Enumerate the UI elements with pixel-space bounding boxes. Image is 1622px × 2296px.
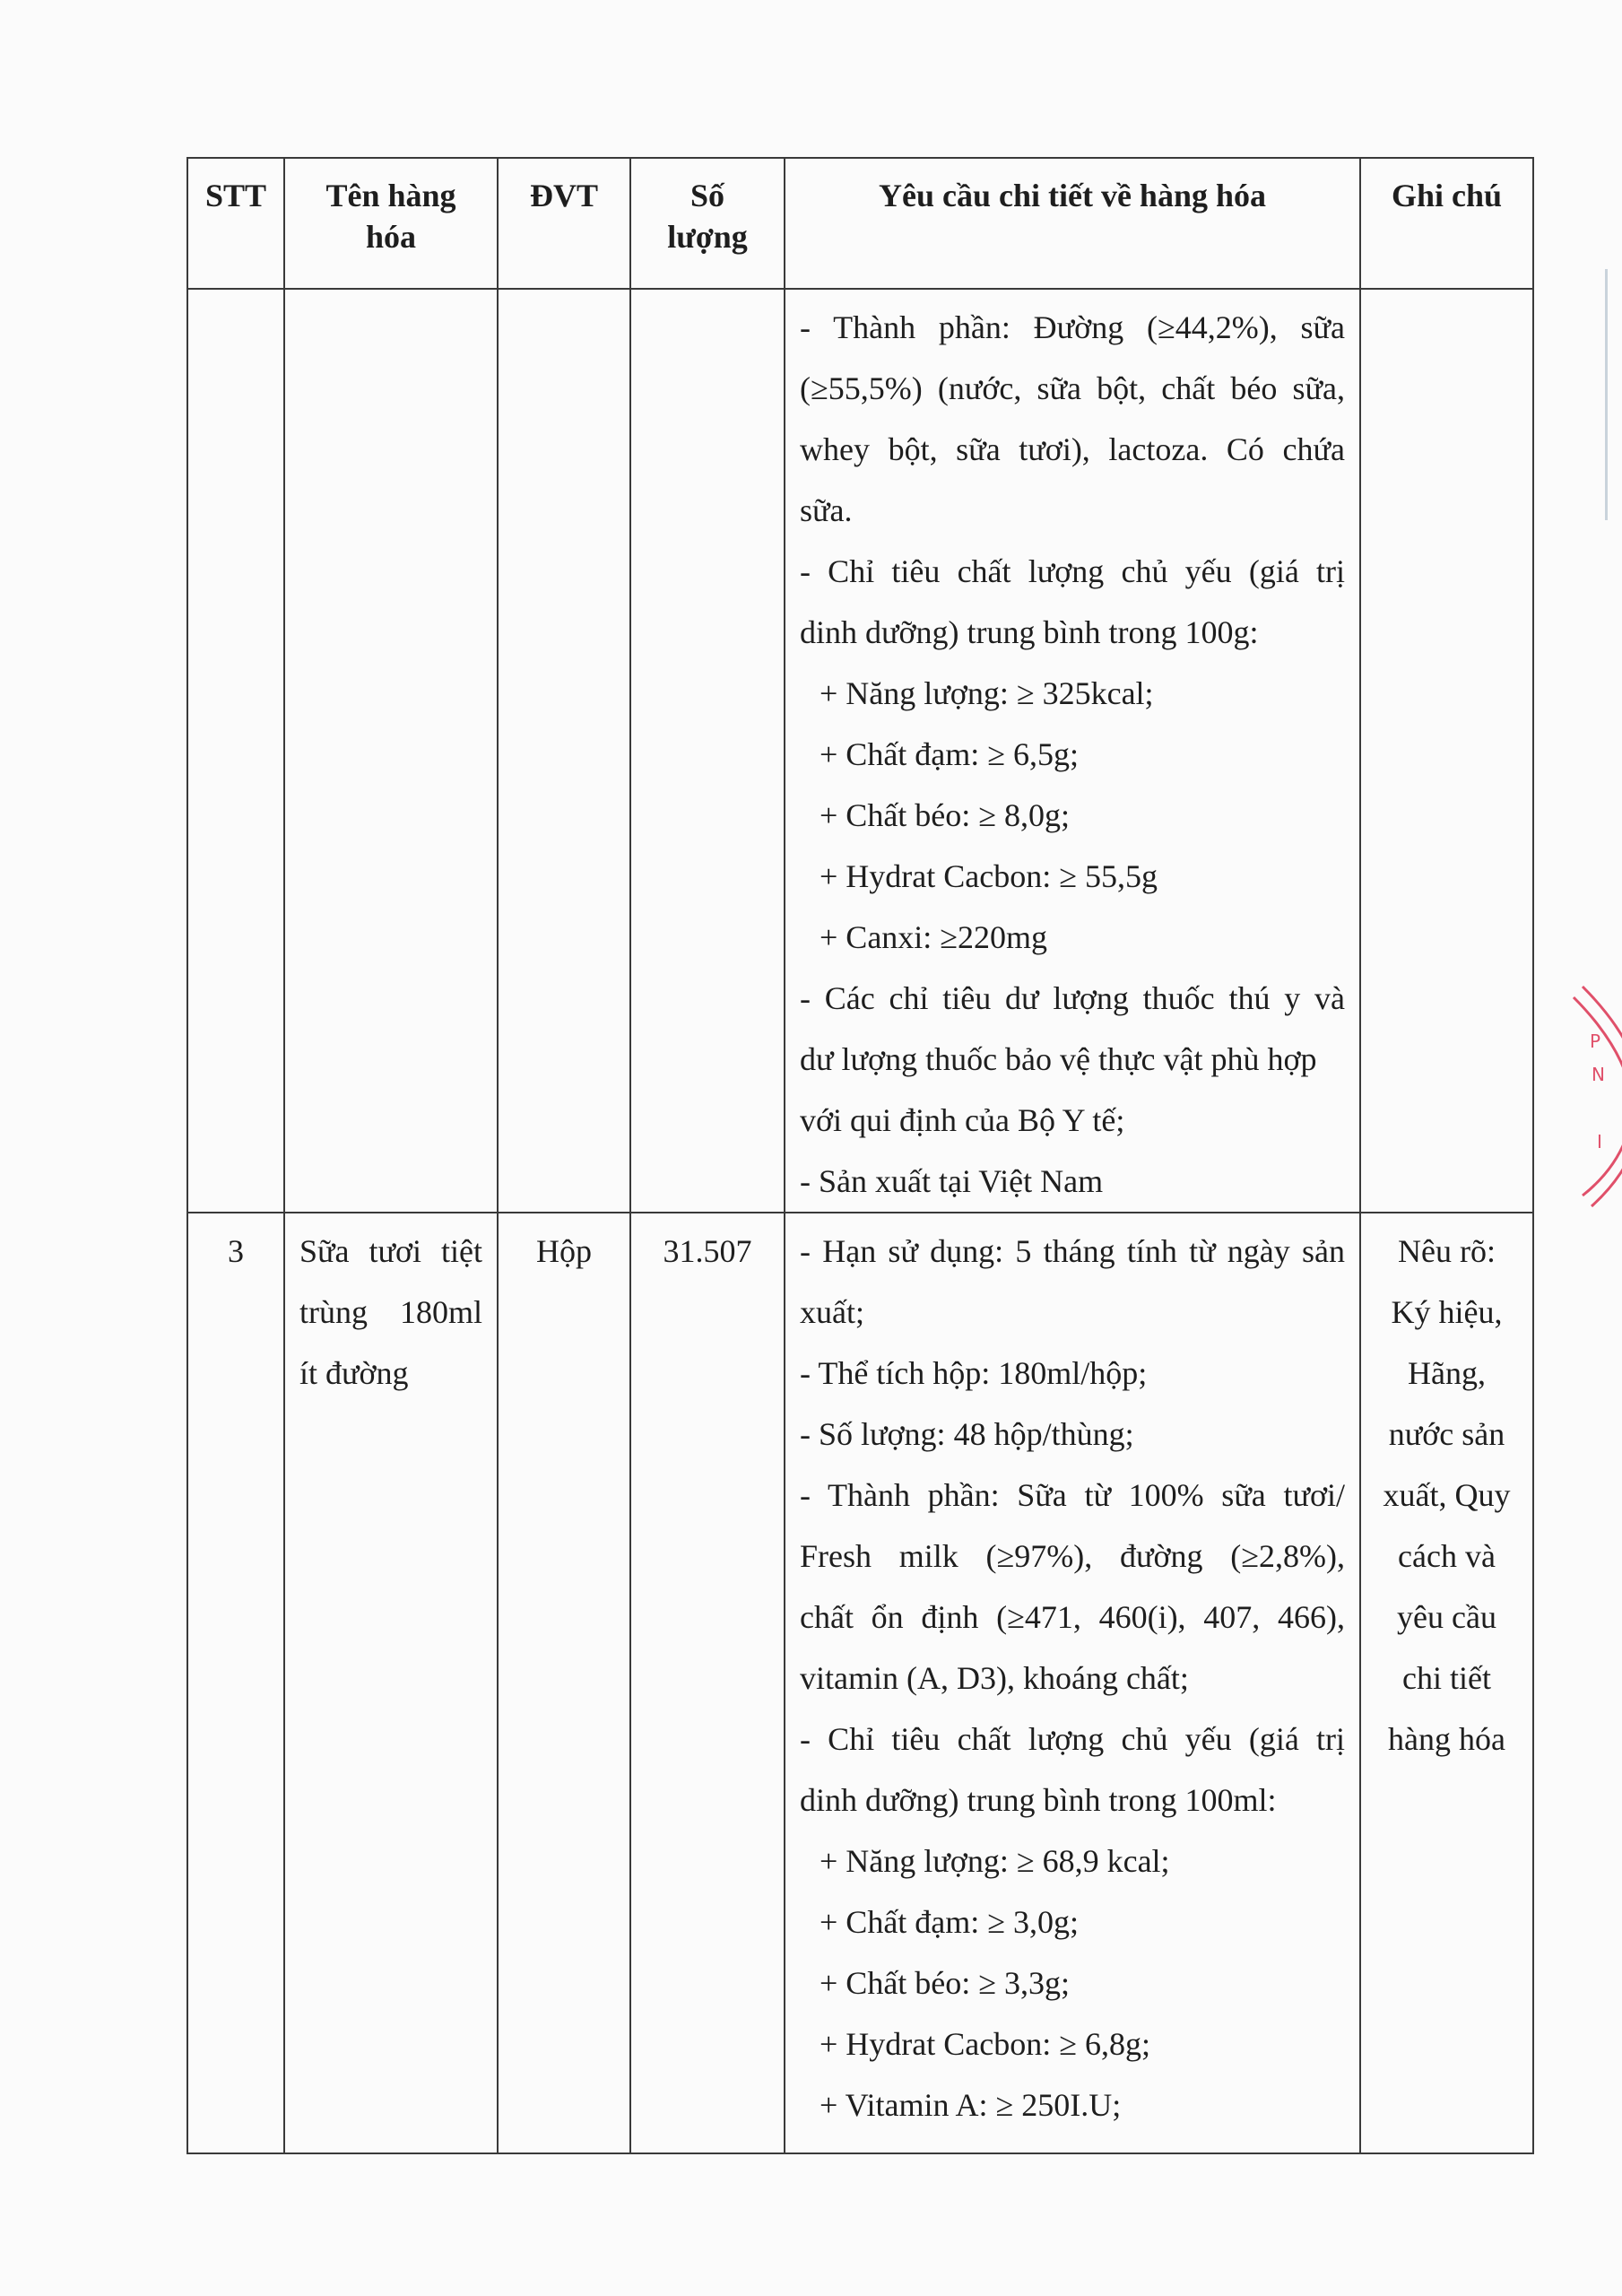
spec-line: - Thành phần: Đường (≥44,2%), sữa bbox=[800, 309, 1345, 345]
header-stt: STT bbox=[187, 158, 284, 289]
spec-line: dinh dưỡng) trung bình trong 100g: bbox=[800, 614, 1259, 650]
spec-line: - Thể tích hộp: 180ml/hộp; bbox=[800, 1355, 1148, 1391]
cell-stt: 3 bbox=[187, 1213, 284, 2153]
header-quantity: Số lượng bbox=[630, 158, 785, 289]
spec-line: dư lượng thuốc bảo vệ thực vật phù hợp bbox=[800, 1041, 1317, 1077]
spec-line: - Chỉ tiêu chất lượng chủ yếu (giá trị bbox=[800, 1721, 1345, 1757]
header-item-name: Tên hàng hóa bbox=[284, 158, 498, 289]
cell-note bbox=[1360, 289, 1533, 1213]
scan-edge-mark bbox=[1605, 269, 1608, 520]
spec-line: với qui định của Bộ Y tế; bbox=[800, 1102, 1125, 1138]
spec-line: Fresh milk (≥97%), đường (≥2,8%), bbox=[800, 1538, 1345, 1574]
cell-spec bbox=[785, 289, 1360, 1213]
spec-line: - Hạn sử dụng: 5 tháng tính từ ngày sản bbox=[800, 1233, 1345, 1269]
spec-line: + Hydrat Cacbon: ≥ 55,5g bbox=[820, 858, 1158, 894]
spec-line: chất ổn định (≥471, 460(i), 407, 466), bbox=[800, 1599, 1345, 1635]
header-unit: ĐVT bbox=[498, 158, 630, 289]
spec-line: - Thành phần: Sữa từ 100% sữa tươi/ bbox=[800, 1477, 1345, 1513]
spec-line: - Số lượng: 48 hộp/thùng; bbox=[800, 1416, 1134, 1452]
spec-line: sữa. bbox=[800, 492, 853, 528]
table-row bbox=[187, 1213, 1533, 2153]
header-spec: Yêu cầu chi tiết về hàng hóa bbox=[785, 158, 1360, 289]
header-note: Ghi chú bbox=[1360, 158, 1533, 289]
cell-quantity bbox=[630, 289, 785, 1213]
spec-line: + Chất béo: ≥ 3,3g; bbox=[820, 1965, 1071, 2001]
cell-unit bbox=[498, 289, 630, 1213]
spec-line: + Chất đạm: ≥ 6,5g; bbox=[820, 736, 1080, 772]
spec-line: + Năng lượng: ≥ 325kcal; bbox=[820, 675, 1154, 711]
spec-line: whey bột, sữa tươi), lactoza. Có chứa bbox=[800, 431, 1345, 467]
spec-line: + Hydrat Cacbon: ≥ 6,8g; bbox=[820, 2026, 1150, 2062]
cell-item-name: Sữa tươi tiệt trùng 180ml ít đường bbox=[284, 1213, 498, 2153]
svg-text:N: N bbox=[1592, 1064, 1605, 1085]
spec-line: + Năng lượng: ≥ 68,9 kcal; bbox=[820, 1843, 1170, 1879]
spec-line: - Các chỉ tiêu dư lượng thuốc thú y và bbox=[800, 980, 1345, 1016]
goods-spec-table bbox=[186, 157, 1534, 2154]
spec-line: dinh dưỡng) trung bình trong 100ml: bbox=[800, 1782, 1277, 1818]
spec-line: xuất; bbox=[800, 1294, 864, 1330]
table-header-row bbox=[187, 158, 1533, 289]
cell-stt bbox=[187, 289, 284, 1213]
red-seal-stamp-edge bbox=[1565, 978, 1622, 1211]
spec-line: - Sản xuất tại Việt Nam bbox=[800, 1163, 1104, 1199]
cell-item-name bbox=[284, 289, 498, 1213]
spec-line: + Chất béo: ≥ 8,0g; bbox=[820, 797, 1071, 833]
svg-text:P: P bbox=[1590, 1031, 1601, 1052]
cell-note: Nêu rõ: Ký hiệu, Hãng, nước sản xuất, Quy cách và yêu cầu chi tiết hàng hóa bbox=[1360, 1213, 1533, 2153]
svg-text:I: I bbox=[1597, 1131, 1602, 1152]
cell-unit: Hộp bbox=[498, 1213, 630, 2153]
cell-spec bbox=[785, 1213, 1360, 2153]
spec-line: - Chỉ tiêu chất lượng chủ yếu (giá trị bbox=[800, 553, 1345, 589]
spec-line: vitamin (A, D3), khoáng chất; bbox=[800, 1660, 1189, 1696]
spec-line: + Chất đạm: ≥ 3,0g; bbox=[820, 1904, 1080, 1940]
table-row-continued bbox=[187, 289, 1533, 1213]
cell-quantity: 31.507 bbox=[630, 1213, 785, 2153]
spec-line: (≥55,5%) (nước, sữa bột, chất béo sữa, bbox=[800, 370, 1345, 406]
spec-line: + Vitamin A: ≥ 250I.U; bbox=[820, 2087, 1122, 2123]
spec-line: + Canxi: ≥220mg bbox=[820, 919, 1048, 955]
